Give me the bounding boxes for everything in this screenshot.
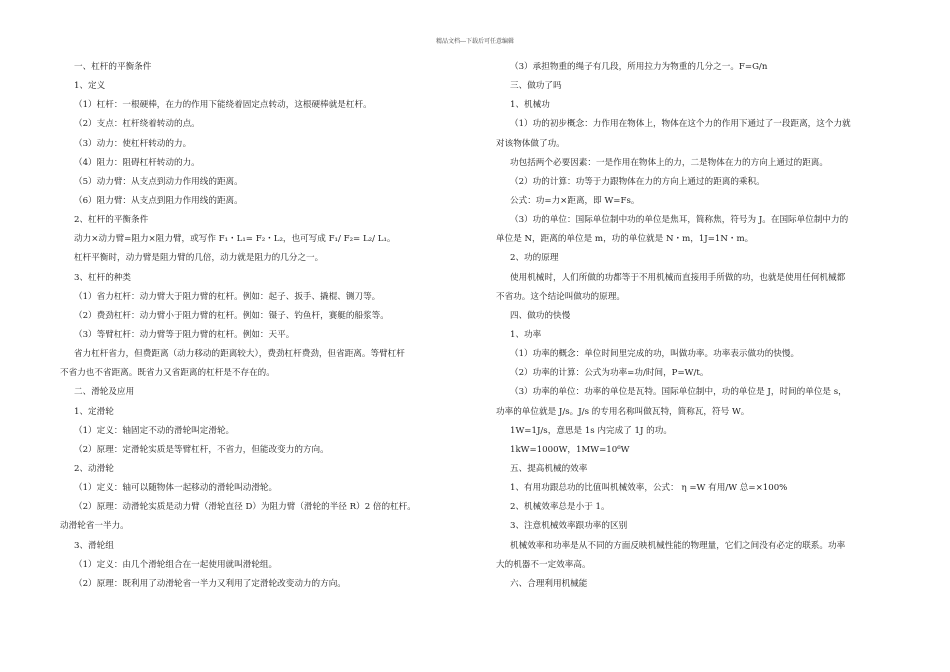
- text-line: 动力×动力臂=阻力×阻力臂，或写作 F₁・L₁= F₂・L₂，也可写成 F₁/ F₂= L₂/ L₁。: [74, 234, 396, 245]
- right-column: [496, 58, 898, 594]
- text-line: 3、滑轮组: [74, 540, 114, 551]
- text-line: （5）动力臂：从支点到动力作用线的距离。: [74, 176, 243, 187]
- text-line: （2）功的计算：功等于力跟物体在力的方向上通过的距离的乘积。: [510, 176, 765, 187]
- text-line: （2）原理：动滑轮实质是动力臂（滑轮直径 D）为阻力臂（滑轮的半径 R）2 倍的杠杆。: [74, 502, 416, 513]
- text-line: （1）省力杠杆：动力臂大于阻力臂的杠杆。例如：起子、扳手、撬棍、铡刀等。: [74, 291, 381, 302]
- text-line: （2）功率的计算：公式为功率=功/时间，P=W/t。: [510, 368, 709, 379]
- text-line: 2、动滑轮: [74, 463, 114, 474]
- text-line: 3、注意机械效率跟功率的区别: [510, 521, 628, 532]
- text-line: 杠杆平衡时，动力臂是阻力臂的几倍，动力就是阻力的几分之一。: [74, 253, 324, 264]
- text-line: 1、功率: [510, 329, 542, 340]
- text-line: （3）动力：使杠杆转动的力。: [74, 138, 192, 149]
- text-line: （6）阻力臂：从支点到阻力作用线的距离。: [74, 195, 243, 206]
- text-line: 1、定滑轮: [74, 406, 114, 417]
- text-line: 动滑轮省一半力。: [60, 521, 129, 532]
- text-line: （1）功率的概念：单位时间里完成的功，叫做功率。功率表示做功的快慢。: [510, 349, 800, 360]
- text-line: 1、机械功: [510, 100, 550, 111]
- text-line: 六、合理利用机械能: [510, 578, 588, 589]
- text-line: 不省力也不省距离。既省力又省距离的杠杆是不存在的。: [60, 368, 275, 379]
- text-line: （1）功的初步概念：力作用在物体上，物体在这个力的作用下通过了一段距离，这个力就: [510, 119, 851, 130]
- text-line: （2）原理：既利用了动滑轮省一半力又利用了定滑轮改变动力的方向。: [74, 578, 346, 589]
- text-line: 不省功。这个结论叫做功的原理。: [496, 291, 625, 302]
- text-line: （1）定义：由几个滑轮组合在一起使用就叫滑轮组。: [74, 559, 278, 570]
- text-line: （3）等臂杠杆：动力臂等于阻力臂的杠杆。例如：天平。: [74, 329, 295, 340]
- text-line: （1）定义：轴固定不动的滑轮叫定滑轮。: [74, 425, 235, 436]
- text-line: 五、提高机械的效率: [510, 463, 588, 474]
- text-line: （2）支点：杠杆绕着转动的点。: [74, 119, 200, 130]
- text-line: 2、机械效率总是小于 1。: [510, 502, 610, 513]
- text-line: 使用机械时，人们所做的功都等于不用机械而直接用手所做的功，也就是使用任何机械都: [510, 272, 846, 283]
- text-line: 一、杠杆的平衡条件: [74, 62, 152, 72]
- page-header: 精品文档---下载后可任意编辑: [435, 38, 515, 45]
- text-line: 对该物体做了功。: [496, 138, 565, 149]
- text-line: （4）阻力：阻碍杠杆转动的力。: [74, 157, 200, 168]
- text-line: 1W=1J/s，意思是 1s 内完成了 1J 的功。: [510, 425, 672, 436]
- text-line: 单位是 N，距离的单位是 m，功的单位就是 N・m，1J=1N・m。: [496, 234, 754, 245]
- text-line: 2、功的原理: [510, 253, 559, 264]
- text-line: （3）功的单位：国际单位制中功的单位是焦耳，简称焦，符号为 J。在国际单位制中力的: [510, 215, 849, 226]
- text-line: 大的机器不一定效率高。: [496, 559, 591, 570]
- text-line: 3、杠杆的种类: [74, 272, 132, 283]
- text-line: 四、做功的快慢: [510, 310, 571, 321]
- text-line: （3）功率的单位：功率的单位是瓦特。国际单位制中，功的单位是 J，时间的单位是 s，: [510, 387, 847, 398]
- text-line: 2、杠杆的平衡条件: [74, 215, 149, 226]
- text-line: 三、做功了吗: [510, 81, 562, 92]
- text-line: 1kW=1000W，1MW=10⁶W: [510, 444, 630, 455]
- text-line: 1、定义: [74, 81, 106, 92]
- text-line: 机械效率和功率是从不同的方面反映机械性能的物理量，它们之间没有必定的联系。功率: [510, 540, 846, 551]
- text-line: 二、滑轮及应用: [74, 387, 135, 398]
- text-line: （1）定义：轴可以随物体一起移动的滑轮叫动滑轮。: [74, 483, 278, 494]
- text-line: 1、有用功跟总功的比值叫机械效率，公式： η =W 有用/W 总=×100%: [510, 483, 788, 494]
- text-line: （2）费劲杠杆：动力臂小于阻力臂的杠杆。例如：镊子、钓鱼杆，赛艇的船浆等。: [74, 310, 389, 321]
- text-line: 功包括两个必要因素：一是作用在物体上的力，二是物体在力的方向上通过的距离。: [510, 157, 828, 168]
- left-column: [60, 58, 460, 594]
- text-line: 省力杠杆省力，但费距离（动力移动的距离较大），费劲杠杆费劲，但省距离。等臂杠杆: [74, 349, 405, 360]
- text-line: （1）杠杆：一根硬棒，在力的作用下能绕着固定点转动，这根硬棒就是杠杆。: [74, 100, 372, 111]
- text-line: （2）原理：定滑轮实质是等臂杠杆，不省力，但能改变力的方向。: [74, 444, 329, 455]
- text-line: 功率的单位就是 J/s。J/s 的专用名称叫做瓦特，简称瓦，符号 W。: [496, 406, 750, 417]
- text-line: （3）承担物重的绳子有几段，所用拉力为物重的几分之一。F=G/n: [510, 62, 768, 72]
- text-line: 公式：功=力×距离，即 W=Fs。: [510, 195, 640, 206]
